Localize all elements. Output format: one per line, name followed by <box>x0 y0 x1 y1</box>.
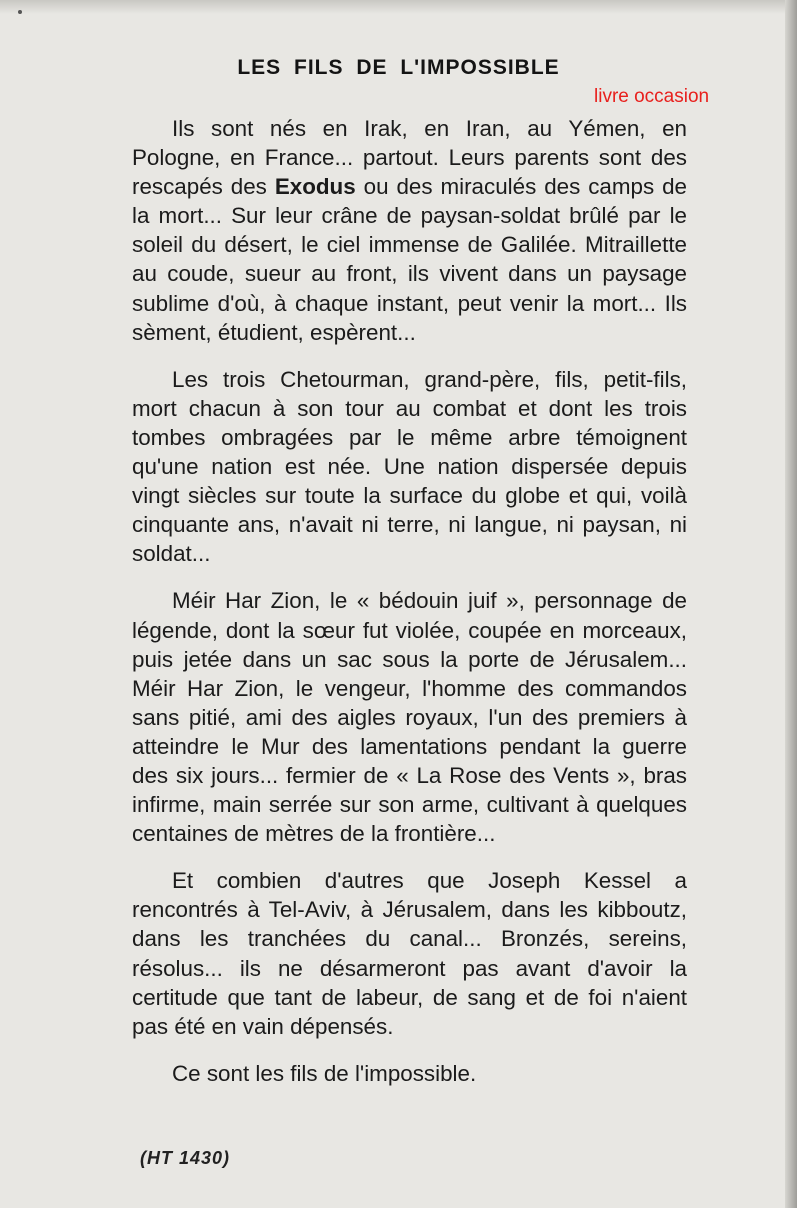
print-speck <box>18 10 22 14</box>
blurb-paragraph-3: Méir Har Zion, le « bédouin juif », personnage de légende, dont la sœur fut violée, coupée en morceaux, puis jetée dans un sac sous la porte de Jérusalem... Méir Har Zion, le vengeur, l'homme des commandos sans pitié, ami des aigles royaux, l'un des premiers à atteindre le Mur des lamentations pendant la guerre des six jours... fermier de « La Rose des Vents », bras infirme, main serrée sur son arme, cultivant à quelques centaines de mètres de la frontière... <box>132 588 687 847</box>
blurb-paragraph-5: Ce sont les fils de l'impossible. <box>172 1060 477 1086</box>
blurb-paragraph-1 <box>132 114 687 347</box>
paragraph-1-start: Ils sont nés en Irak, en Iran, au Yémen, en Pologne, en France... partout. Leurs parents sont des rescapés des <box>132 116 687 200</box>
cover-top-edge <box>0 0 797 14</box>
paragraph-1-end: ou des miraculés des camps de la mort... Sur leur crâne de paysan-soldat brûlé par le soleil du désert, le ciel immense de Galilée. Mitraillette au coude, sueur au front, ils vivent dans un paysage sublime d'où, à chaque instant, peut venir la mort... Ils sèment, étudient, espèrent... <box>132 174 687 345</box>
blurb-paragraph-2: Les trois Chetourman, grand-père, fils, petit-fils, mort chacun à son tour au combat et dont les trois tombes ombragées par le même arbre témoignent qu'une nation est née. Une nation dispersée depuis vingt siècles sur toute la surface du globe et qui, voilà cinquante ans, n'avait ni terre, ni langue, ni paysan, ni soldat... <box>132 366 687 567</box>
paragraph-1-bold-word: Exodus <box>274 174 356 200</box>
seller-watermark: livre occasion <box>594 86 710 107</box>
catalog-code: (HT 1430) <box>140 1148 231 1168</box>
blurb-paragraph-4: Et combien d'autres que Joseph Kessel a rencontrés à Tel-Aviv, à Jérusalem, dans les kibboutz, dans les tranchées du canal... Bronzés, sereins, résolus... ils ne désarmeront pas avant d'avoir la certitude que tant de labeur, de sang et de foi n'aient pas été en vain dépensés. <box>132 868 687 1039</box>
blurb-text <box>132 114 687 1106</box>
cover-right-edge <box>785 0 797 1208</box>
book-title: LES FILS DE L'IMPOSSIBLE <box>237 56 560 79</box>
